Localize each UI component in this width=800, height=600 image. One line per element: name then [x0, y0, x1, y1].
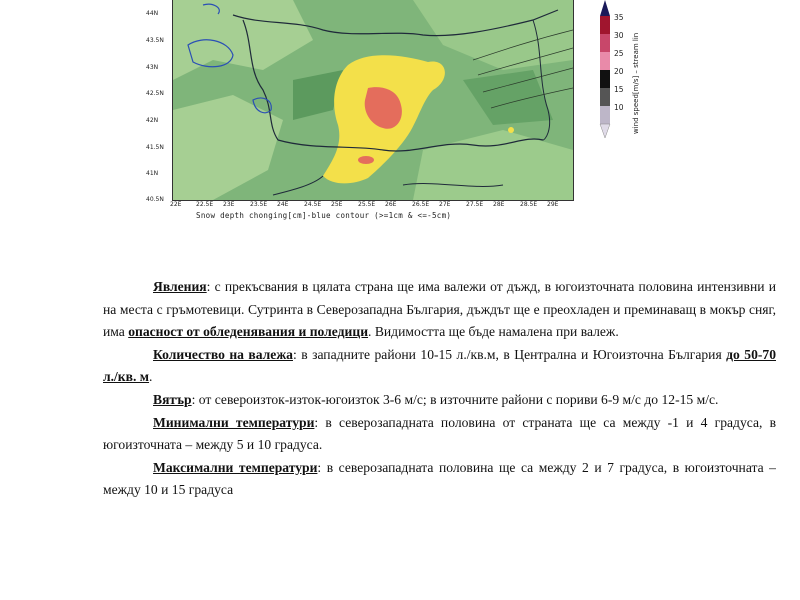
precipitation-yellow-spot — [508, 127, 514, 133]
lon-label: 24E — [277, 201, 289, 208]
lat-label: 44N — [146, 10, 159, 17]
lat-label: 43.5N — [146, 37, 164, 44]
colorbar-tick: 20 — [614, 67, 624, 76]
phenomena-paragraph — [103, 276, 776, 344]
precipitation-text-end: . — [149, 369, 153, 385]
max-temp-paragraph — [103, 457, 776, 502]
colorbar-swatch — [600, 70, 610, 88]
lon-label: 22E — [170, 201, 182, 208]
lon-label: 23E — [223, 201, 235, 208]
ice-warning: опасност от обледенявания и поледици — [128, 324, 369, 340]
lon-label: 24.5E — [304, 201, 322, 208]
min-temp-label: Минимални температури — [153, 414, 315, 430]
lon-label: 28.5E — [520, 201, 538, 208]
colorbar-swatch — [600, 106, 610, 124]
precipitation-text: : в западните райони 10-15 л./кв.м, в Централна и Югоизточна България — [292, 346, 727, 362]
colorbar-tick: 10 — [614, 103, 624, 112]
phenomena-text-end: . Видимостта ще бъде намалена при валеж. — [368, 324, 619, 340]
wind-text: : от североизток-изток-югоизток 3-6 м/с; в източните райони с пориви 6-9 м/с до 12-15 м/с. — [191, 391, 719, 407]
colorbar — [597, 0, 657, 140]
map-canvas — [173, 0, 573, 200]
forecast-map-figure — [146, 0, 640, 225]
colorbar-swatch — [600, 16, 610, 34]
colorbar-tick: 15 — [614, 85, 624, 94]
lat-label: 42.5N — [146, 90, 164, 97]
map-caption: Snow depth chonging[cm]-blue contour (>=1cm & <=-5cm) — [196, 211, 452, 220]
max-temp-label: Максимални температури — [153, 459, 318, 475]
precipitation-paragraph — [103, 344, 776, 389]
colorbar-bottom-arrow — [600, 124, 610, 138]
lon-label: 23.5E — [250, 201, 268, 208]
min-temp-paragraph — [103, 412, 776, 457]
lon-label: 27E — [439, 201, 451, 208]
colorbar-swatch — [600, 34, 610, 52]
colorbar-tick: 25 — [614, 49, 624, 58]
max-temp-text: : в северозападната половина ще са между 2 и 7 градуса, в югоизточната – между 10 и 15 градуса — [103, 459, 776, 498]
min-temp-text: : в северозападната половина от страната ще са между -1 и 4 градуса, в югоизточната – между 5 и 10 градуса. — [103, 414, 776, 453]
lon-label: 22.5E — [196, 201, 214, 208]
lon-label: 27.5E — [466, 201, 484, 208]
phenomena-label: Явления — [153, 279, 207, 294]
lon-label: 26E — [385, 201, 397, 208]
lat-label: 41N — [146, 170, 159, 177]
wind-label: Вятър — [153, 391, 192, 407]
wind-paragraph — [103, 389, 776, 412]
lat-label: 41.5N — [146, 144, 164, 151]
colorbar-tick: 35 — [614, 13, 624, 22]
forecast-bulletin — [103, 276, 776, 502]
lon-label: 28E — [493, 201, 505, 208]
precipitation-amount: до 50-70 л./кв. м — [103, 346, 776, 385]
colorbar-swatch — [600, 88, 610, 106]
precipitation-heavy-spot — [358, 156, 374, 164]
lon-label: 25E — [331, 201, 343, 208]
phenomena-text: : с прекъсвания в цялата страна ще има валежи от дъжд, в югоизточната половина интензивни и на места с гръмотевици. Сутринта в Северозападна България, дъждът ще е преохладен и преминаващ в мокър сняг, има — [103, 279, 776, 340]
lat-label: 40.5N — [146, 196, 164, 203]
colorbar-swatch — [600, 52, 610, 70]
lon-label: 26.5E — [412, 201, 430, 208]
precipitation-label: Количество на валежа — [153, 346, 293, 362]
lon-label: 29E — [547, 201, 559, 208]
colorbar-top-arrow — [600, 0, 610, 16]
lat-label: 43N — [146, 64, 159, 71]
lat-label: 42N — [146, 117, 159, 124]
colorbar-title: wind speed[m/s] – stream lin — [632, 32, 640, 134]
colorbar-tick: 30 — [614, 31, 624, 40]
forecast-map — [172, 0, 574, 201]
lon-label: 25.5E — [358, 201, 376, 208]
